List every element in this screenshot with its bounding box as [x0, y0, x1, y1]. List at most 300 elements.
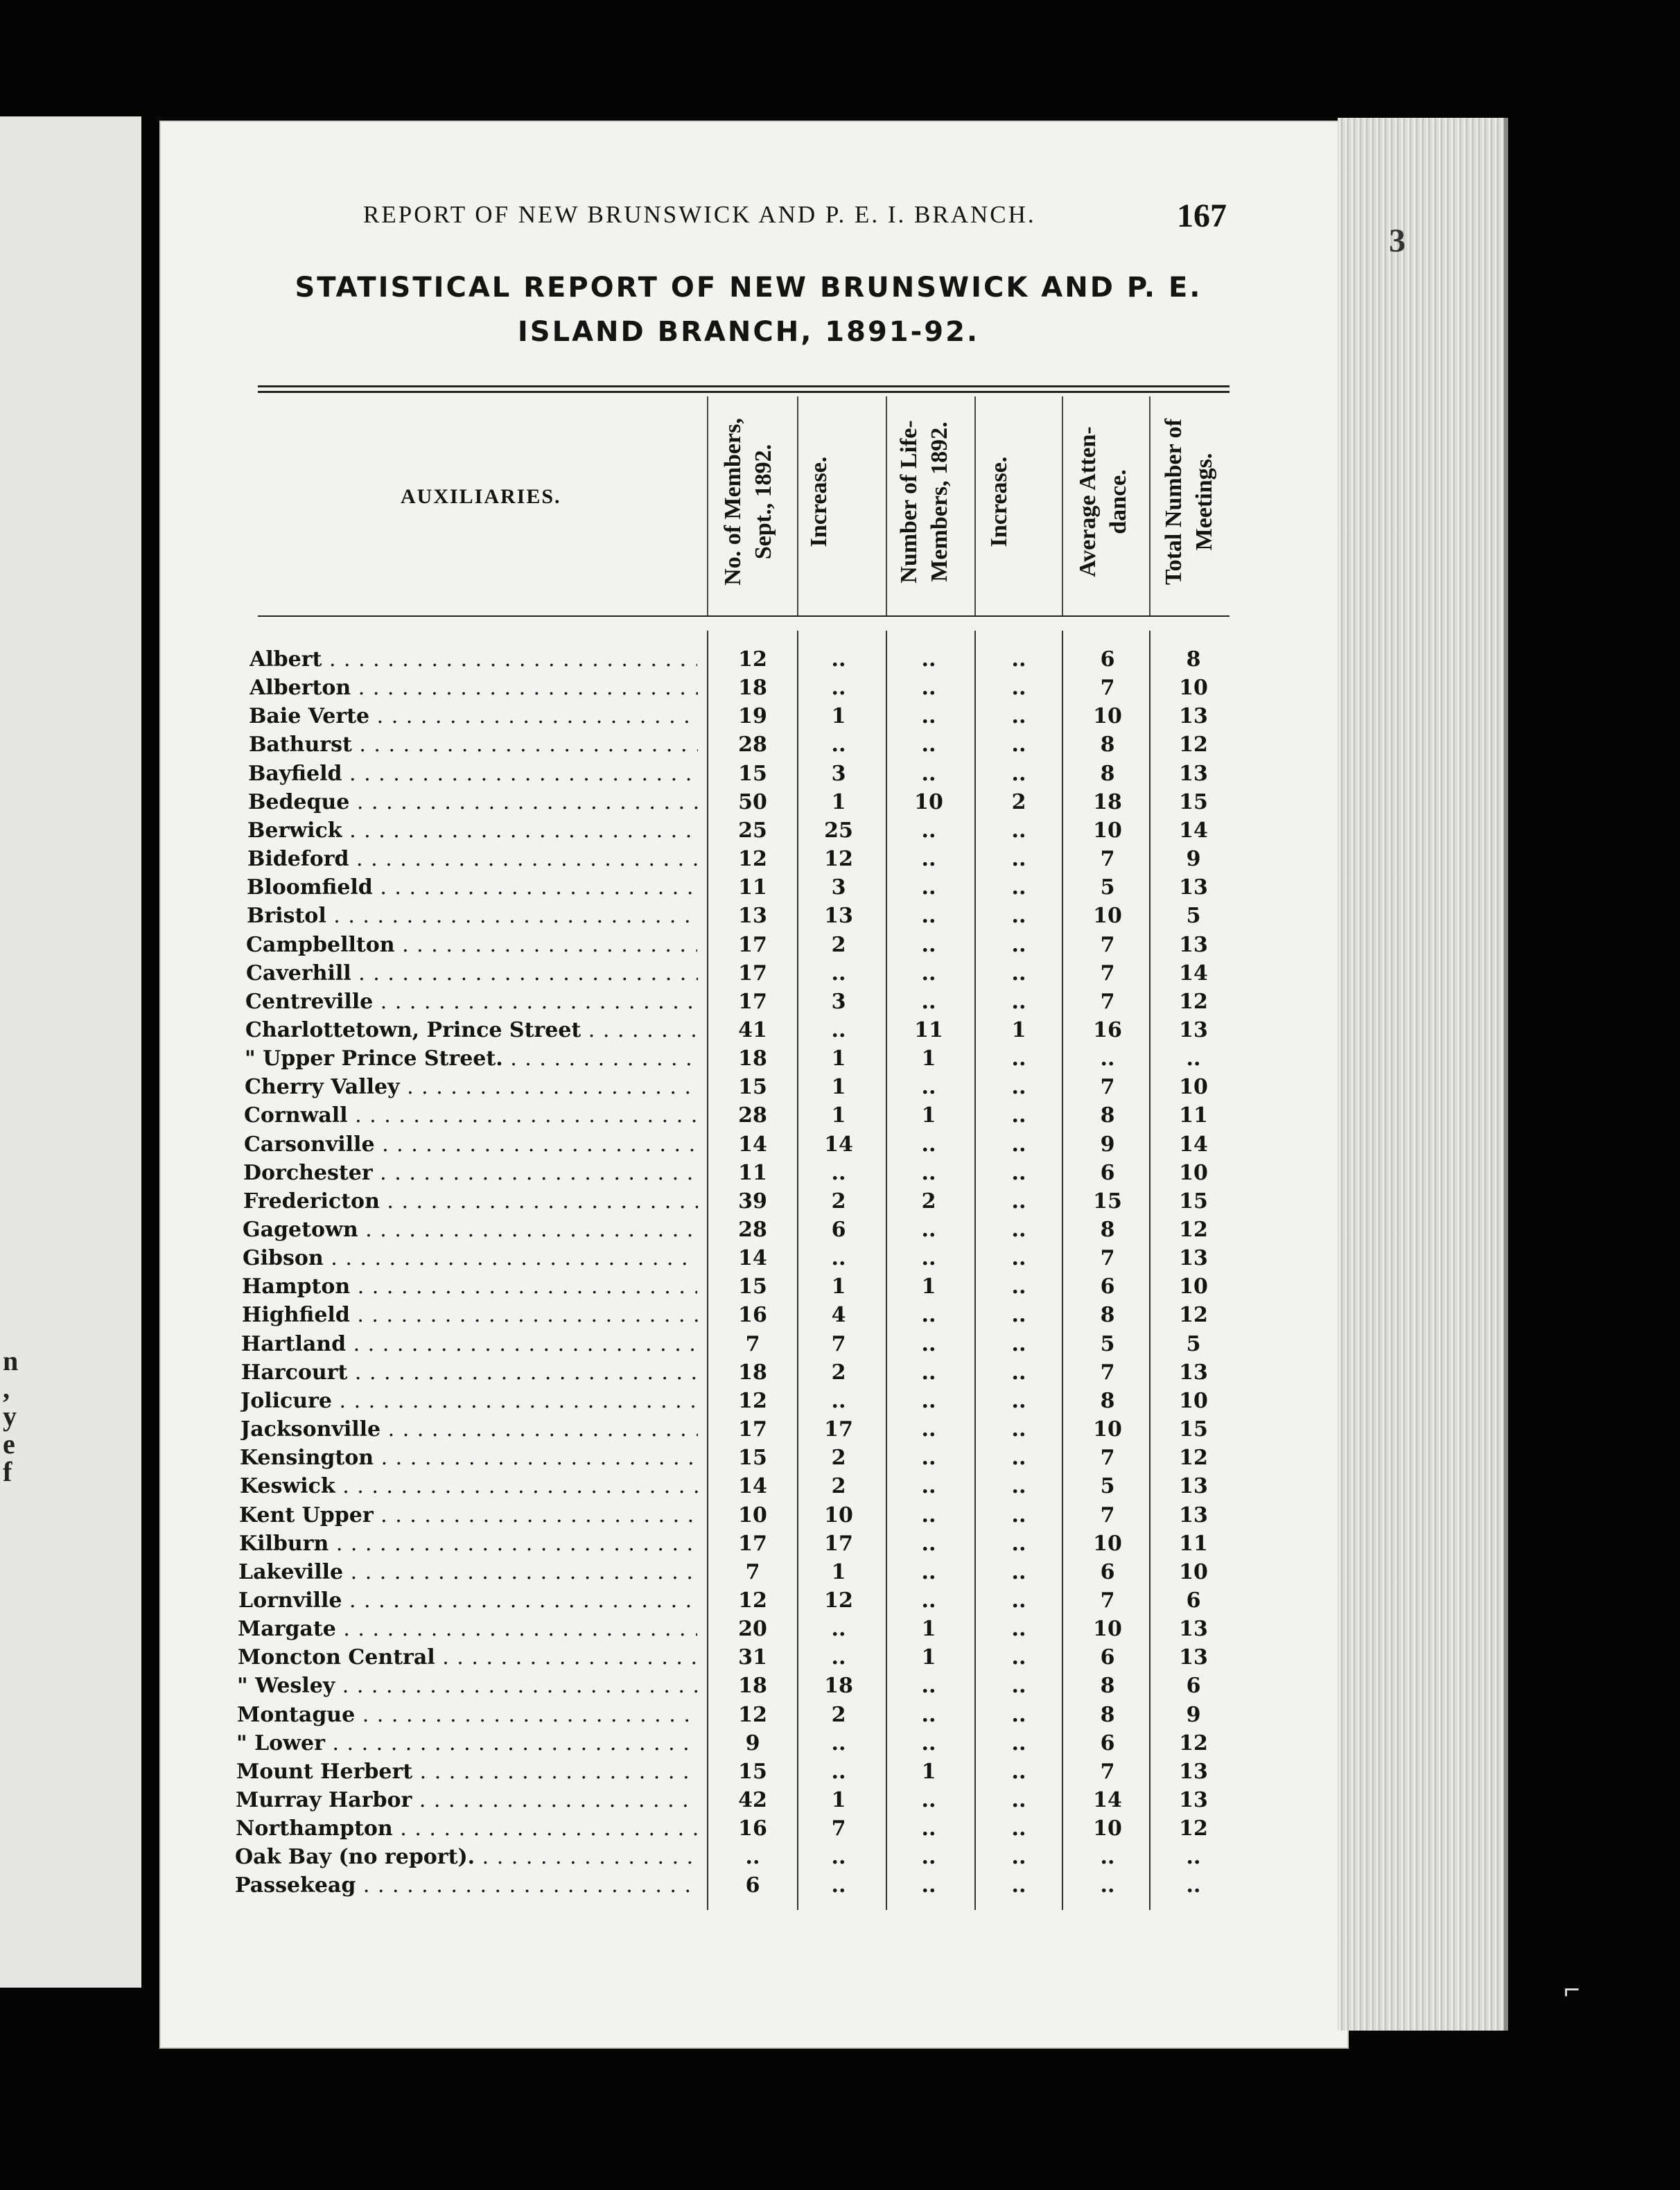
cell-increase: 2	[831, 1446, 846, 1470]
column-header	[894, 384, 963, 620]
cell-members: 12	[738, 1703, 767, 1727]
cell-life: ..	[921, 704, 936, 728]
cell-life: ..	[921, 1303, 936, 1327]
auxiliary-name: Campbellton . . .	[246, 931, 697, 959]
auxiliary-name: Caverhill . . .	[246, 960, 698, 988]
cell-increase: 2	[831, 1703, 846, 1727]
cell-attendance: ..	[1100, 1046, 1115, 1071]
cell-attendance: 8	[1100, 1303, 1115, 1327]
cell-attendance: 6	[1100, 1274, 1115, 1299]
cell-life-inc: ..	[1011, 1332, 1026, 1356]
cell-attendance: 8	[1100, 762, 1115, 786]
cell-meetings: 14	[1179, 1132, 1208, 1157]
cell-meetings: 10	[1179, 1274, 1208, 1299]
cell-meetings: 13	[1179, 875, 1208, 900]
cell-life: ..	[921, 1246, 936, 1270]
cell-life: ..	[921, 961, 936, 986]
header-divider	[707, 396, 708, 615]
table-row	[0, 789, 1680, 817]
cell-life: 1	[921, 1103, 936, 1128]
cell-life-inc: ..	[1011, 847, 1026, 871]
cell-life: 2	[921, 1189, 936, 1214]
cell-members: 18	[738, 1674, 767, 1698]
auxiliary-name: Bideford . . .	[247, 846, 698, 873]
cell-increase: 12	[824, 1588, 853, 1613]
cell-members: 15	[738, 1446, 767, 1470]
cell-increase: ..	[831, 1617, 846, 1641]
cell-life: ..	[921, 1389, 936, 1413]
cell-attendance: 6	[1100, 647, 1115, 672]
cell-attendance: 7	[1100, 847, 1115, 871]
auxiliary-name: " Lower . . .	[236, 1730, 697, 1758]
cell-increase: 1	[831, 1274, 846, 1299]
cell-life: ..	[921, 847, 936, 871]
table-row	[0, 817, 1680, 846]
cell-meetings: 12	[1179, 1816, 1208, 1841]
cell-increase: 1	[831, 1046, 846, 1071]
cell-meetings: 10	[1179, 1075, 1208, 1099]
table-row	[0, 1502, 1680, 1530]
auxiliary-name: Bloomfield . . .	[247, 874, 697, 902]
cell-members: 17	[738, 933, 767, 957]
auxiliary-name: Cherry Valley . . .	[245, 1074, 698, 1101]
cell-meetings: 11	[1179, 1532, 1208, 1556]
table-row	[0, 731, 1680, 760]
cell-life: ..	[921, 762, 936, 786]
cell-meetings: ..	[1186, 1845, 1201, 1869]
column-header-line: Average Atten-	[1075, 426, 1101, 577]
column-header	[984, 384, 1053, 620]
cell-increase: 2	[831, 1360, 846, 1385]
table-row	[0, 931, 1680, 960]
cell-life-inc: 1	[1011, 1018, 1026, 1042]
cell-life-inc: ..	[1011, 1303, 1026, 1327]
cell-attendance: 6	[1100, 1560, 1115, 1584]
table-row	[0, 1331, 1680, 1359]
table-row	[0, 1074, 1680, 1102]
facing-page-fragment: e	[3, 1428, 15, 1460]
cell-attendance: 7	[1100, 1588, 1115, 1613]
cell-members: 16	[738, 1816, 767, 1841]
cell-life: ..	[921, 1560, 936, 1584]
cell-members: 15	[738, 1274, 767, 1299]
cell-life-inc: ..	[1011, 1674, 1026, 1698]
auxiliary-name: Dorchester . . .	[243, 1159, 697, 1187]
cell-life-inc: ..	[1011, 1588, 1026, 1613]
cell-increase: ..	[831, 647, 846, 672]
auxiliary-name: Hartland . . .	[241, 1331, 697, 1358]
cell-attendance: 10	[1093, 1532, 1122, 1556]
cell-life: ..	[921, 1446, 936, 1470]
cell-life: 1	[921, 1760, 936, 1784]
auxiliary-name: Berwick . . .	[247, 817, 697, 845]
cell-life: ..	[921, 1332, 936, 1356]
cell-life-inc: ..	[1011, 1503, 1026, 1527]
cell-increase: ..	[831, 961, 846, 986]
cell-members: 14	[738, 1474, 767, 1498]
cell-life: ..	[921, 647, 936, 672]
cell-increase: ..	[831, 733, 846, 757]
cell-life: ..	[921, 1218, 936, 1242]
cell-members: 15	[738, 1075, 767, 1099]
table-row	[0, 760, 1680, 789]
auxiliary-name: Northampton . . .	[236, 1815, 698, 1843]
cell-life-inc: ..	[1011, 1816, 1026, 1841]
cell-life-inc: ..	[1011, 1532, 1026, 1556]
auxiliary-name: Lakeville . . .	[238, 1559, 697, 1586]
cell-meetings: 12	[1179, 1218, 1208, 1242]
cell-increase: 1	[831, 790, 846, 814]
cell-meetings: 5	[1186, 1332, 1201, 1356]
cell-meetings: 9	[1186, 847, 1201, 871]
auxiliary-name: Highfield . . .	[242, 1302, 698, 1329]
cell-increase: 4	[831, 1303, 846, 1327]
auxiliary-name: Albert . . .	[250, 646, 697, 674]
cell-increase: 3	[831, 875, 846, 900]
table-row	[0, 1045, 1680, 1074]
table-row	[0, 846, 1680, 874]
table-row	[0, 1017, 1680, 1045]
cell-life: ..	[921, 733, 936, 757]
auxiliary-name: Fredericton . . .	[243, 1188, 698, 1216]
table-row	[0, 1159, 1680, 1188]
cell-members: 9	[745, 1731, 760, 1755]
cell-meetings: 13	[1179, 1788, 1208, 1812]
auxiliary-name: Margate . . .	[238, 1615, 697, 1643]
cell-meetings: 13	[1179, 1760, 1208, 1784]
auxiliary-name: Gagetown . . .	[243, 1216, 697, 1244]
cell-meetings: 8	[1186, 647, 1201, 672]
table-row	[0, 1273, 1680, 1302]
cell-attendance: ..	[1100, 1873, 1115, 1898]
header-divider	[1062, 396, 1063, 615]
cell-increase: 25	[824, 818, 853, 843]
cell-meetings: 14	[1179, 818, 1208, 843]
cell-members: 14	[738, 1132, 767, 1157]
table-row	[0, 1701, 1680, 1730]
cell-life: 1	[921, 1645, 936, 1670]
table-row	[0, 902, 1680, 931]
auxiliary-name: Moncton Central . . .	[238, 1644, 698, 1672]
cell-attendance: 9	[1100, 1132, 1115, 1157]
auxiliary-name: Carsonville . . .	[244, 1131, 698, 1159]
table-row	[0, 1131, 1680, 1159]
cell-life-inc: ..	[1011, 1873, 1026, 1898]
table-row	[0, 1416, 1680, 1444]
cell-attendance: 5	[1100, 1332, 1115, 1356]
cell-attendance: 8	[1100, 1703, 1115, 1727]
cell-life-inc: ..	[1011, 1389, 1026, 1413]
cell-life: 1	[921, 1046, 936, 1071]
cell-members: 19	[738, 704, 767, 728]
cell-life-inc: ..	[1011, 704, 1026, 728]
cell-life: ..	[921, 1816, 936, 1841]
cell-life: ..	[921, 1588, 936, 1613]
column-header-line: Total Number of	[1161, 419, 1187, 585]
cell-members: 11	[738, 875, 767, 900]
auxiliaries-header: AUXILIARIES.	[401, 485, 561, 508]
table-row	[0, 1559, 1680, 1587]
cell-meetings: ..	[1186, 1873, 1201, 1898]
cell-life-inc: ..	[1011, 1560, 1026, 1584]
cell-increase: ..	[831, 1760, 846, 1784]
cell-life: ..	[921, 1674, 936, 1698]
cell-life-inc: ..	[1011, 647, 1026, 672]
cell-attendance: 7	[1100, 1446, 1115, 1470]
cell-meetings: 6	[1186, 1588, 1201, 1613]
cell-life: ..	[921, 818, 936, 843]
auxiliary-name: Bedeque . . .	[248, 789, 698, 816]
cell-life: ..	[921, 1161, 936, 1185]
column-header	[1159, 384, 1228, 620]
auxiliary-name: Jolicure . . .	[240, 1387, 697, 1415]
auxiliary-name: Murray Harbor . . .	[236, 1787, 697, 1814]
cell-life-inc: ..	[1011, 933, 1026, 957]
cell-meetings: ..	[1186, 1046, 1201, 1071]
cell-attendance: 10	[1093, 1617, 1122, 1641]
cell-attendance: 7	[1100, 933, 1115, 957]
cell-meetings: 13	[1179, 1018, 1208, 1042]
column-header	[804, 384, 873, 620]
table-row	[0, 1302, 1680, 1330]
cell-attendance: 10	[1093, 904, 1122, 928]
column-header-line: Meetings.	[1191, 453, 1217, 551]
facing-page-fragment: ,	[3, 1373, 10, 1404]
cell-attendance: 15	[1093, 1189, 1122, 1214]
cell-meetings: 13	[1179, 1360, 1208, 1385]
cell-life: 11	[914, 1018, 943, 1042]
cell-attendance: 8	[1100, 1103, 1115, 1128]
cell-life: ..	[921, 676, 936, 700]
auxiliary-name: Mount Herbert . . .	[236, 1758, 698, 1786]
cell-life: ..	[921, 1873, 936, 1898]
cell-attendance: 7	[1100, 961, 1115, 986]
cell-life: ..	[921, 1532, 936, 1556]
cell-life: ..	[921, 1474, 936, 1498]
cell-members: 14	[738, 1246, 767, 1270]
cell-members: 15	[738, 762, 767, 786]
cell-life-inc: ..	[1011, 1274, 1026, 1299]
cell-life-inc: ..	[1011, 1760, 1026, 1784]
running-head: REPORT OF NEW BRUNSWICK AND P. E. I. BRANCH.	[363, 201, 1036, 228]
table-row	[0, 1672, 1680, 1701]
cell-attendance: 7	[1100, 990, 1115, 1014]
cell-meetings: 13	[1179, 1617, 1208, 1641]
page-number: 167	[1177, 198, 1227, 234]
cell-attendance: 6	[1100, 1645, 1115, 1670]
cell-members: 18	[738, 676, 767, 700]
cell-life-inc: ..	[1011, 1218, 1026, 1242]
cell-members: 17	[738, 961, 767, 986]
table-title-line-2: ISLAND BRANCH, 1891-92.	[517, 316, 980, 348]
table-row	[0, 1444, 1680, 1473]
cell-attendance: 7	[1100, 1075, 1115, 1099]
cell-life-inc: ..	[1011, 1189, 1026, 1214]
cell-attendance: 7	[1100, 1760, 1115, 1784]
table-row	[0, 1815, 1680, 1843]
cell-life-inc: ..	[1011, 1360, 1026, 1385]
cell-increase: ..	[831, 1161, 846, 1185]
cell-meetings: 14	[1179, 961, 1208, 986]
table-row	[0, 703, 1680, 731]
cell-meetings: 11	[1179, 1103, 1208, 1128]
cell-life-inc: ..	[1011, 1161, 1026, 1185]
cell-increase: ..	[831, 1731, 846, 1755]
cell-attendance: 7	[1100, 1503, 1115, 1527]
cell-increase: 17	[824, 1417, 853, 1442]
cell-increase: 1	[831, 1788, 846, 1812]
auxiliary-name: Hampton . . .	[242, 1273, 697, 1301]
cell-meetings: 13	[1179, 704, 1208, 728]
column-header-line: Sept., 1892.	[751, 444, 776, 560]
cell-increase: 1	[831, 704, 846, 728]
cell-meetings: 9	[1186, 1703, 1201, 1727]
cell-meetings: 13	[1179, 933, 1208, 957]
table-row	[0, 1587, 1680, 1615]
table-row	[0, 988, 1680, 1017]
table-row	[0, 1245, 1680, 1273]
cell-attendance: 16	[1093, 1018, 1122, 1042]
cell-attendance: 6	[1100, 1731, 1115, 1755]
cell-members: 28	[738, 1218, 767, 1242]
cell-life-inc: ..	[1011, 1417, 1026, 1442]
cell-members: 6	[745, 1873, 760, 1898]
header-divider	[886, 396, 887, 615]
cell-life: ..	[921, 1703, 936, 1727]
cell-life-inc: 2	[1011, 790, 1026, 814]
cell-life: ..	[921, 1503, 936, 1527]
cell-increase: 1	[831, 1103, 846, 1128]
cell-members: 12	[738, 647, 767, 672]
cell-meetings: 12	[1179, 733, 1208, 757]
cell-attendance: 10	[1093, 1816, 1122, 1841]
cell-life-inc: ..	[1011, 1246, 1026, 1270]
cell-life: ..	[921, 933, 936, 957]
auxiliary-name: Cornwall . . .	[244, 1102, 697, 1130]
auxiliary-name: Alberton . . .	[250, 674, 698, 702]
auxiliary-name: Kilburn . . .	[239, 1530, 698, 1558]
cell-attendance: 5	[1100, 875, 1115, 900]
cell-members: 41	[738, 1018, 767, 1042]
table-row	[0, 1872, 1680, 1900]
cell-members: 25	[738, 818, 767, 843]
cell-increase: 13	[824, 904, 853, 928]
cell-life: ..	[921, 904, 936, 928]
facing-page-fragment: n	[3, 1345, 19, 1376]
cell-meetings: 13	[1179, 1246, 1208, 1270]
cell-life: 1	[921, 1617, 936, 1641]
facing-page-fragment: y	[3, 1401, 17, 1432]
cell-members: 13	[738, 904, 767, 928]
auxiliary-name: Gibson . . .	[243, 1245, 698, 1272]
cell-members: 17	[738, 1417, 767, 1442]
cell-life-inc: ..	[1011, 1645, 1026, 1670]
cell-life: ..	[921, 990, 936, 1014]
table-row	[0, 1473, 1680, 1501]
cell-increase: 10	[824, 1503, 853, 1527]
cell-life: 10	[914, 790, 943, 814]
cell-life: ..	[921, 1360, 936, 1385]
cell-meetings: 15	[1179, 1417, 1208, 1442]
cell-increase: 2	[831, 1474, 846, 1498]
auxiliary-name: Centreville . . .	[245, 988, 697, 1016]
table-row	[0, 960, 1680, 988]
table-row	[0, 646, 1680, 674]
cell-life-inc: ..	[1011, 1845, 1026, 1869]
cell-increase: 1	[831, 1075, 846, 1099]
cell-meetings: 12	[1179, 1731, 1208, 1755]
auxiliary-name: Bayfield . . .	[248, 760, 697, 788]
cell-life: ..	[921, 1132, 936, 1157]
cell-meetings: 10	[1179, 676, 1208, 700]
table-row	[0, 1644, 1680, 1672]
table-row	[0, 1359, 1680, 1387]
cell-increase: 3	[831, 990, 846, 1014]
cell-increase: ..	[831, 1018, 846, 1042]
auxiliary-name: Harcourt . . .	[241, 1359, 698, 1387]
cell-attendance: 10	[1093, 1417, 1122, 1442]
column-header	[1073, 384, 1142, 620]
auxiliary-name: Keswick . . .	[240, 1473, 698, 1500]
cell-life-inc: ..	[1011, 990, 1026, 1014]
cell-attendance: ..	[1100, 1845, 1115, 1869]
cell-life-inc: ..	[1011, 1103, 1026, 1128]
cell-meetings: 10	[1179, 1161, 1208, 1185]
cell-meetings: 12	[1179, 1303, 1208, 1327]
cell-members: 18	[738, 1360, 767, 1385]
cell-increase: ..	[831, 1845, 846, 1869]
cell-attendance: 7	[1100, 1246, 1115, 1270]
cell-life-inc: ..	[1011, 1788, 1026, 1812]
cell-increase: ..	[831, 676, 846, 700]
table-row	[0, 1102, 1680, 1130]
cell-life: ..	[921, 1788, 936, 1812]
header-divider	[797, 396, 798, 615]
cell-attendance: 6	[1100, 1161, 1115, 1185]
cell-members: 31	[738, 1645, 767, 1670]
cell-attendance: 7	[1100, 676, 1115, 700]
column-header-line: Increase.	[806, 456, 832, 548]
table-title-line-1: STATISTICAL REPORT OF NEW BRUNSWICK AND P. E.	[295, 272, 1202, 304]
edge-mark: 3	[1389, 222, 1406, 259]
cell-increase: 6	[831, 1218, 846, 1242]
table-row	[0, 1730, 1680, 1758]
column-header-line: No. of Members,	[720, 418, 746, 586]
cell-life-inc: ..	[1011, 1075, 1026, 1099]
cell-meetings: 13	[1179, 1645, 1208, 1670]
cell-life: ..	[921, 1075, 936, 1099]
cell-attendance: 8	[1100, 1389, 1115, 1413]
column-header	[718, 384, 787, 620]
cell-members: 12	[738, 847, 767, 871]
table-row	[0, 674, 1680, 703]
cell-attendance: 10	[1093, 818, 1122, 843]
cell-members: 16	[738, 1303, 767, 1327]
cell-meetings: 6	[1186, 1674, 1201, 1698]
auxiliary-name: Montague . . .	[237, 1701, 698, 1729]
cell-attendance: 5	[1100, 1474, 1115, 1498]
cell-meetings: 13	[1179, 762, 1208, 786]
cell-life-inc: ..	[1011, 1474, 1026, 1498]
table-row	[0, 1216, 1680, 1245]
cell-increase: 14	[824, 1132, 853, 1157]
auxiliary-name: Passekeag . . .	[235, 1872, 698, 1900]
cell-life: ..	[921, 1845, 936, 1869]
cell-life-inc: ..	[1011, 1617, 1026, 1641]
facing-page-fragment: f	[3, 1456, 12, 1487]
table-row	[0, 1843, 1680, 1872]
table-row	[0, 1530, 1680, 1559]
